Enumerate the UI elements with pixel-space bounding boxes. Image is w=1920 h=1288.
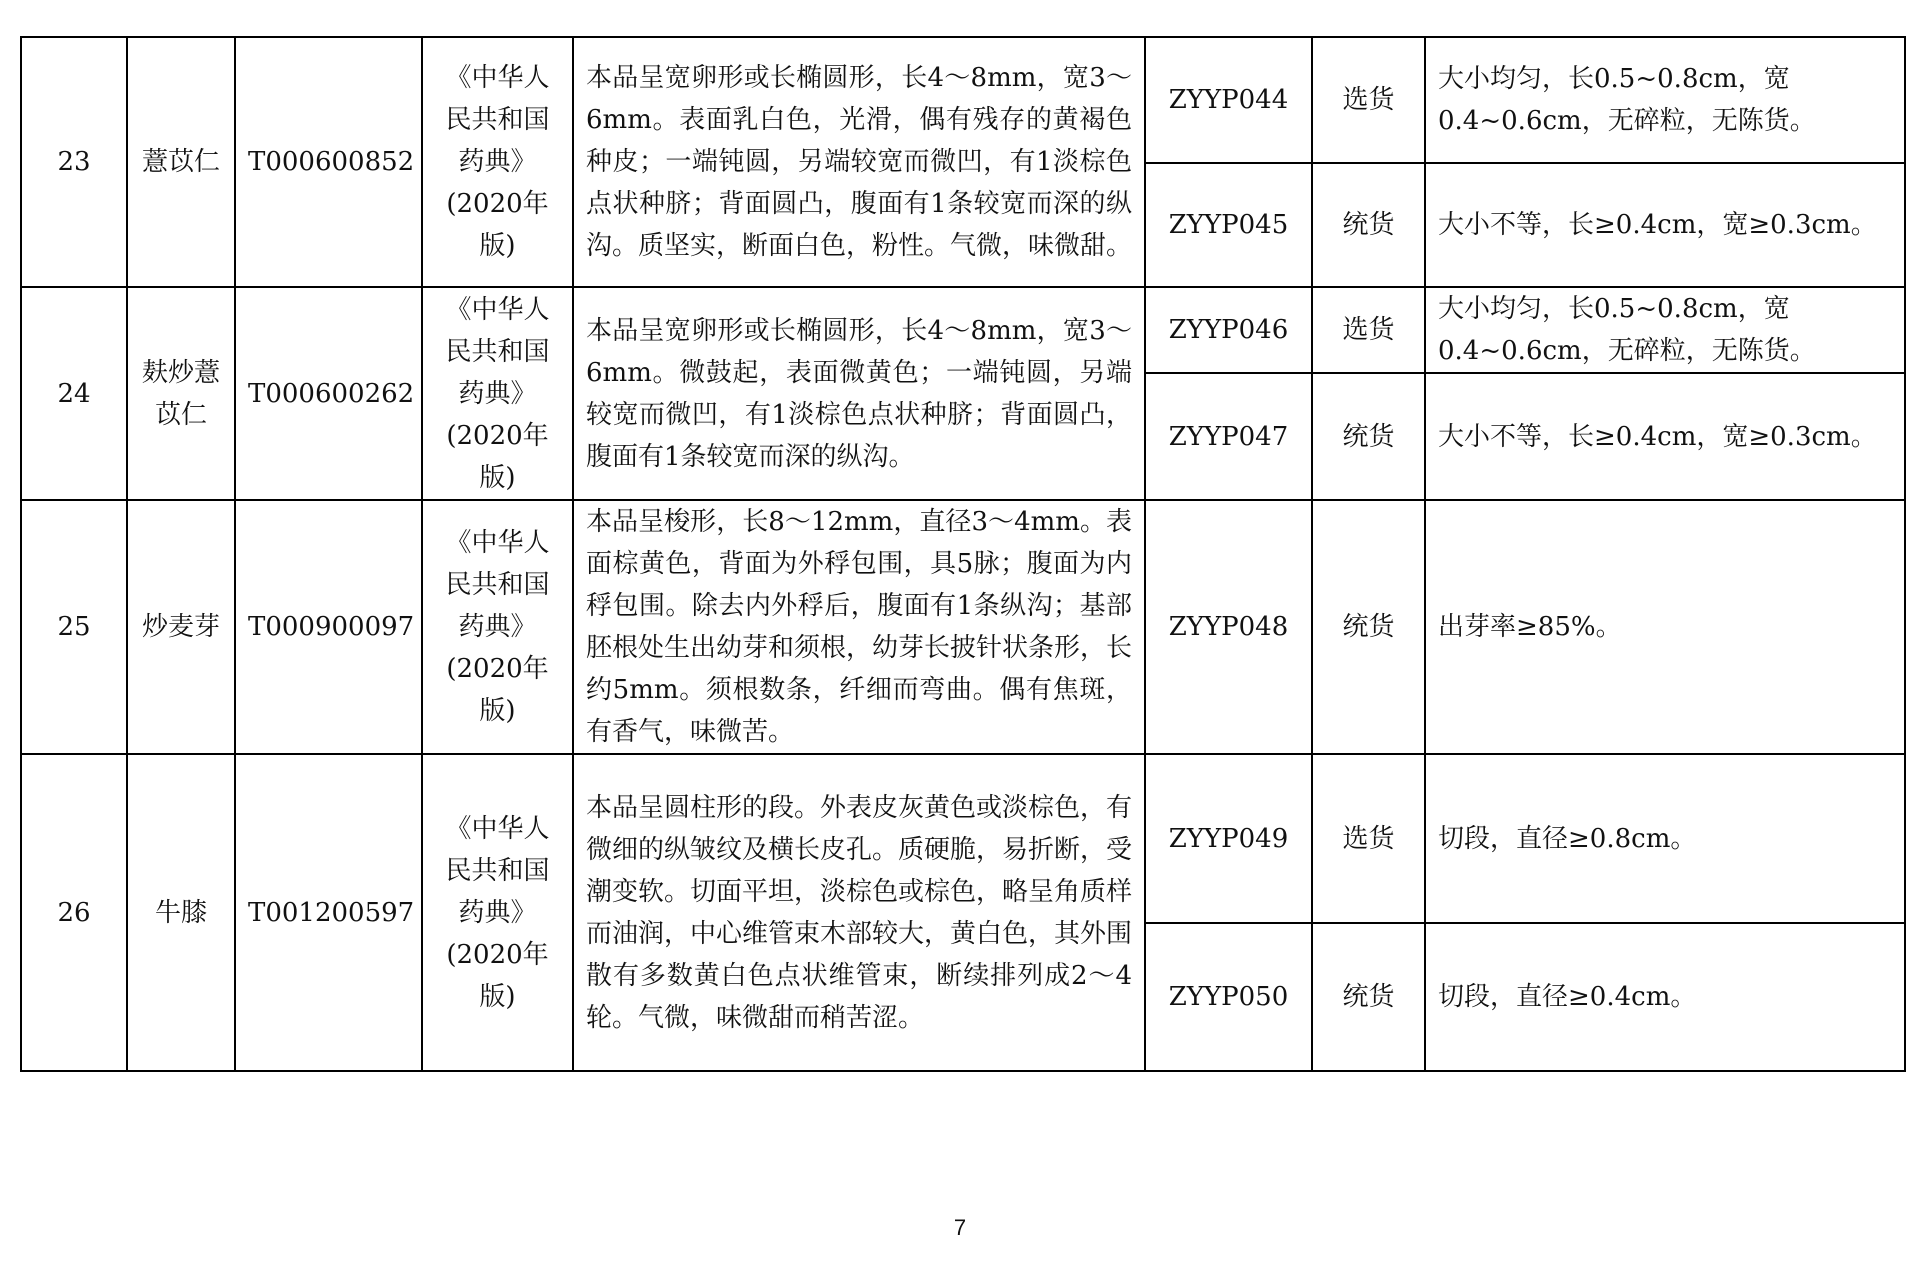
grade-code: ZYYP045 [1145, 163, 1312, 287]
herb-name: 薏苡仁 [127, 37, 235, 287]
grade-code: ZYYP044 [1145, 37, 1312, 163]
herb-code: T000600262 [235, 287, 422, 500]
grade-code: ZYYP049 [1145, 754, 1312, 923]
grade-type: 统货 [1312, 373, 1425, 500]
grade-spec: 大小不等，长≥0.4cm，宽≥0.3cm。 [1425, 163, 1905, 287]
herb-code: T000900097 [235, 500, 422, 754]
row-number: 24 [21, 287, 127, 500]
row-number: 25 [21, 500, 127, 754]
grade-spec: 出芽率≥85%。 [1425, 500, 1905, 754]
grade-spec: 大小均匀，长0.5~0.8cm，宽0.4~0.6cm，无碎粒，无陈货。 [1425, 37, 1905, 163]
standard-reference: 《中华人民共和国药典》(2020年版) [422, 500, 573, 754]
standard-reference: 《中华人民共和国药典》(2020年版) [422, 754, 573, 1071]
herb-description: 本品呈宽卵形或长椭圆形，长4～8mm，宽3～6mm。微鼓起，表面微黄色；一端钝圆，另端较宽而微凹，有1淡棕色点状种脐；背面圆凸，腹面有1条较宽而深的纵沟。 [573, 287, 1145, 500]
herb-code: T000600852 [235, 37, 422, 287]
table-row [21, 287, 1905, 373]
grade-spec: 大小均匀，长0.5~0.8cm，宽0.4~0.6cm，无碎粒，无陈货。 [1425, 287, 1905, 373]
grade-code: ZYYP048 [1145, 500, 1312, 754]
grade-spec: 大小不等，长≥0.4cm，宽≥0.3cm。 [1425, 373, 1905, 500]
standard-reference: 《中华人民共和国药典》(2020年版) [422, 287, 573, 500]
herb-spec-table [20, 36, 1906, 1072]
herb-description: 本品呈圆柱形的段。外表皮灰黄色或淡棕色，有微细的纵皱纹及横长皮孔。质硬脆，易折断，受潮变软。切面平坦，淡棕色或棕色，略呈角质样而油润，中心维管束木部较大，黄白色，其外围散有多数黄白色点状维管束，断续排列成2～4轮。气微，味微甜而稍苦涩。 [573, 754, 1145, 1071]
herb-code: T001200597 [235, 754, 422, 1071]
herb-name: 麸炒薏苡仁 [127, 287, 235, 500]
grade-code: ZYYP046 [1145, 287, 1312, 373]
row-number: 23 [21, 37, 127, 287]
herb-description: 本品呈梭形，长8～12mm，直径3～4mm。表面棕黄色，背面为外稃包围，具5脉；腹面为内稃包围。除去内外稃后，腹面有1条纵沟；基部胚根处生出幼芽和须根，幼芽长披针状条形，长约5mm。须根数条，纤细而弯曲。偶有焦斑，有香气，味微苦。 [573, 500, 1145, 754]
table-row [21, 37, 1905, 163]
grade-type: 统货 [1312, 500, 1425, 754]
table-row [21, 754, 1905, 923]
grade-spec: 切段，直径≥0.8cm。 [1425, 754, 1905, 923]
grade-type: 统货 [1312, 923, 1425, 1071]
grade-type: 选货 [1312, 287, 1425, 373]
herb-name: 牛膝 [127, 754, 235, 1071]
grade-type: 选货 [1312, 37, 1425, 163]
grade-code: ZYYP047 [1145, 373, 1312, 500]
standard-reference: 《中华人民共和国药典》(2020年版) [422, 37, 573, 287]
grade-type: 选货 [1312, 754, 1425, 923]
grade-spec: 切段，直径≥0.4cm。 [1425, 923, 1905, 1071]
grade-type: 统货 [1312, 163, 1425, 287]
page-number: 7 [953, 1215, 967, 1240]
herb-description: 本品呈宽卵形或长椭圆形，长4～8mm，宽3～6mm。表面乳白色，光滑，偶有残存的黄褐色种皮；一端钝圆，另端较宽而微凹，有1淡棕色点状种脐；背面圆凸，腹面有1条较宽而深的纵沟。质坚实，断面白色，粉性。气微，味微甜。 [573, 37, 1145, 287]
herb-name: 炒麦芽 [127, 500, 235, 754]
table-row [21, 500, 1905, 754]
grade-code: ZYYP050 [1145, 923, 1312, 1071]
row-number: 26 [21, 754, 127, 1071]
